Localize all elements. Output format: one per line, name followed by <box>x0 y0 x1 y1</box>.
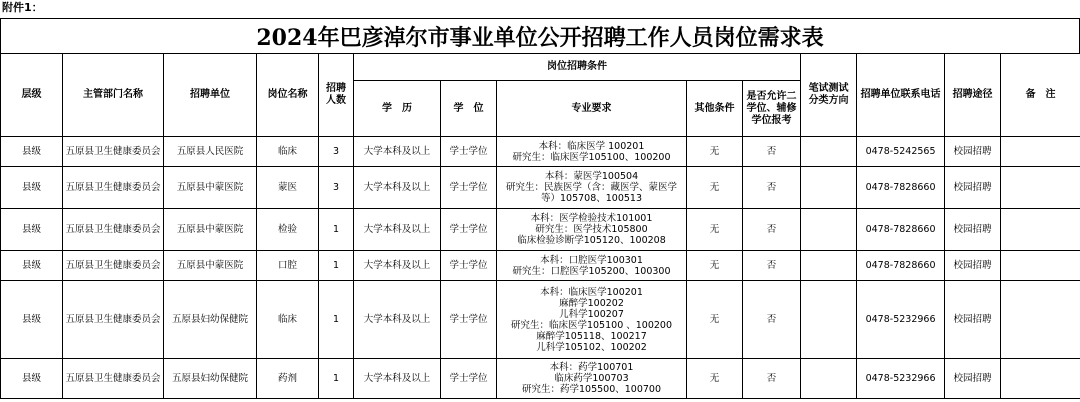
cell-count: 3 <box>319 137 354 167</box>
page-title: 2024年巴彦淖尔市事业单位公开招聘工作人员岗位需求表 <box>256 24 824 51</box>
cell-unit: 五原县人民医院 <box>164 137 257 167</box>
cell-position: 口腔 <box>257 251 319 281</box>
cell-route: 校园招聘 <box>945 359 1001 399</box>
cell-count: 1 <box>319 251 354 281</box>
cell-route: 校园招聘 <box>945 209 1001 251</box>
cell-unit: 五原县中蒙医院 <box>164 209 257 251</box>
cell-department: 五原县卫生健康委员会 <box>63 167 164 209</box>
cell-exam-direction <box>801 359 857 399</box>
cell-major: 本科：临床医学 100201 研究生：临床医学105100、100200 <box>497 137 687 167</box>
cell-exam-direction <box>801 281 857 359</box>
cell-remarks <box>1001 137 1080 167</box>
header-position: 岗位名称 <box>257 54 319 137</box>
cell-major: 本科：临床医学100201 麻醉学100202 儿科学100207 研究生：临床医学105100 、100200 麻醉学105118、100217 儿科学105102、100202 <box>497 281 687 359</box>
cell-position: 药剂 <box>257 359 319 399</box>
cell-remarks <box>1001 167 1080 209</box>
cell-degree: 学士学位 <box>441 167 497 209</box>
cell-other: 无 <box>687 359 743 399</box>
cell-count: 1 <box>319 359 354 399</box>
header-level: 层级 <box>1 54 63 137</box>
cell-degree: 学士学位 <box>441 209 497 251</box>
cell-major: 本科：蒙医学100504 研究生：民族医学（含：藏医学、蒙医学 等）105708、100513 <box>497 167 687 209</box>
cell-dual-degree: 否 <box>743 209 801 251</box>
cell-level: 县级 <box>1 251 63 281</box>
cell-phone: 0478-5232966 <box>857 359 945 399</box>
cell-count: 1 <box>319 281 354 359</box>
cell-major: 本科：药学100701 临床药学100703 研究生：药学105500、100700 <box>497 359 687 399</box>
cell-position: 检验 <box>257 209 319 251</box>
cell-degree: 学士学位 <box>441 281 497 359</box>
cell-level: 县级 <box>1 209 63 251</box>
header-remarks: 备 注 <box>1001 54 1080 137</box>
table-row <box>1 281 1080 359</box>
cell-other: 无 <box>687 167 743 209</box>
header-other: 其他条件 <box>687 81 743 137</box>
cell-position: 临床 <box>257 281 319 359</box>
header-education: 学 历 <box>354 81 441 137</box>
cell-dual-degree: 否 <box>743 359 801 399</box>
attachment-label: 附件1： <box>2 1 43 14</box>
cell-route: 校园招聘 <box>945 137 1001 167</box>
cell-position: 临床 <box>257 137 319 167</box>
header-route: 招聘途径 <box>945 54 1001 137</box>
cell-phone: 0478-7828660 <box>857 251 945 281</box>
cell-education: 大学本科及以上 <box>354 209 441 251</box>
header-major: 专业要求 <box>497 81 687 137</box>
cell-degree: 学士学位 <box>441 251 497 281</box>
cell-phone: 0478-7828660 <box>857 167 945 209</box>
table-row <box>1 167 1080 209</box>
cell-education: 大学本科及以上 <box>354 137 441 167</box>
cell-phone: 0478-5242565 <box>857 137 945 167</box>
cell-department: 五原县卫生健康委员会 <box>63 209 164 251</box>
cell-position: 蒙医 <box>257 167 319 209</box>
cell-level: 县级 <box>1 167 63 209</box>
cell-phone: 0478-7828660 <box>857 209 945 251</box>
header-unit: 招聘单位 <box>164 54 257 137</box>
cell-count: 1 <box>319 209 354 251</box>
header-exam-direction: 笔试测试 分类方向 <box>801 54 857 137</box>
cell-remarks <box>1001 359 1080 399</box>
cell-exam-direction <box>801 137 857 167</box>
header-phone: 招聘单位联系电话 <box>857 54 945 137</box>
cell-remarks <box>1001 209 1080 251</box>
cell-route: 校园招聘 <box>945 281 1001 359</box>
cell-education: 大学本科及以上 <box>354 251 441 281</box>
header-count: 招聘 人数 <box>319 54 354 137</box>
header-row-top <box>1 54 1080 81</box>
cell-department: 五原县卫生健康委员会 <box>63 251 164 281</box>
cell-remarks <box>1001 281 1080 359</box>
cell-major: 本科：口腔医学100301 研究生：口腔医学105200、100300 <box>497 251 687 281</box>
cell-route: 校园招聘 <box>945 251 1001 281</box>
cell-department: 五原县卫生健康委员会 <box>63 137 164 167</box>
cell-count: 3 <box>319 167 354 209</box>
header-dual-degree: 是否允许二 学位、辅修 学位报考 <box>743 81 801 137</box>
cell-dual-degree: 否 <box>743 251 801 281</box>
cell-dual-degree: 否 <box>743 137 801 167</box>
cell-degree: 学士学位 <box>441 359 497 399</box>
cell-exam-direction <box>801 209 857 251</box>
position-table <box>0 53 1080 399</box>
cell-route: 校园招聘 <box>945 167 1001 209</box>
header-degree: 学 位 <box>441 81 497 137</box>
header-conditions: 岗位招聘条件 <box>354 54 801 81</box>
header-department: 主管部门名称 <box>63 54 164 137</box>
cell-other: 无 <box>687 251 743 281</box>
table-row <box>1 251 1080 281</box>
cell-other: 无 <box>687 209 743 251</box>
cell-education: 大学本科及以上 <box>354 281 441 359</box>
cell-level: 县级 <box>1 281 63 359</box>
cell-other: 无 <box>687 137 743 167</box>
table-row <box>1 209 1080 251</box>
cell-exam-direction <box>801 251 857 281</box>
cell-remarks <box>1001 251 1080 281</box>
cell-level: 县级 <box>1 137 63 167</box>
cell-major: 本科：医学检验技术101001 研究生：医学技术105800 临床检验诊断学105120、100208 <box>497 209 687 251</box>
cell-other: 无 <box>687 281 743 359</box>
cell-dual-degree: 否 <box>743 167 801 209</box>
cell-department: 五原县卫生健康委员会 <box>63 359 164 399</box>
cell-exam-direction <box>801 167 857 209</box>
cell-department: 五原县卫生健康委员会 <box>63 281 164 359</box>
cell-degree: 学士学位 <box>441 137 497 167</box>
table-row <box>1 137 1080 167</box>
cell-education: 大学本科及以上 <box>354 167 441 209</box>
cell-unit: 五原县妇幼保健院 <box>164 281 257 359</box>
title-box <box>0 18 1080 53</box>
cell-unit: 五原县中蒙医院 <box>164 167 257 209</box>
cell-education: 大学本科及以上 <box>354 359 441 399</box>
cell-phone: 0478-5232966 <box>857 281 945 359</box>
table-row <box>1 359 1080 399</box>
cell-unit: 五原县中蒙医院 <box>164 251 257 281</box>
cell-level: 县级 <box>1 359 63 399</box>
cell-dual-degree: 否 <box>743 281 801 359</box>
cell-unit: 五原县妇幼保健院 <box>164 359 257 399</box>
